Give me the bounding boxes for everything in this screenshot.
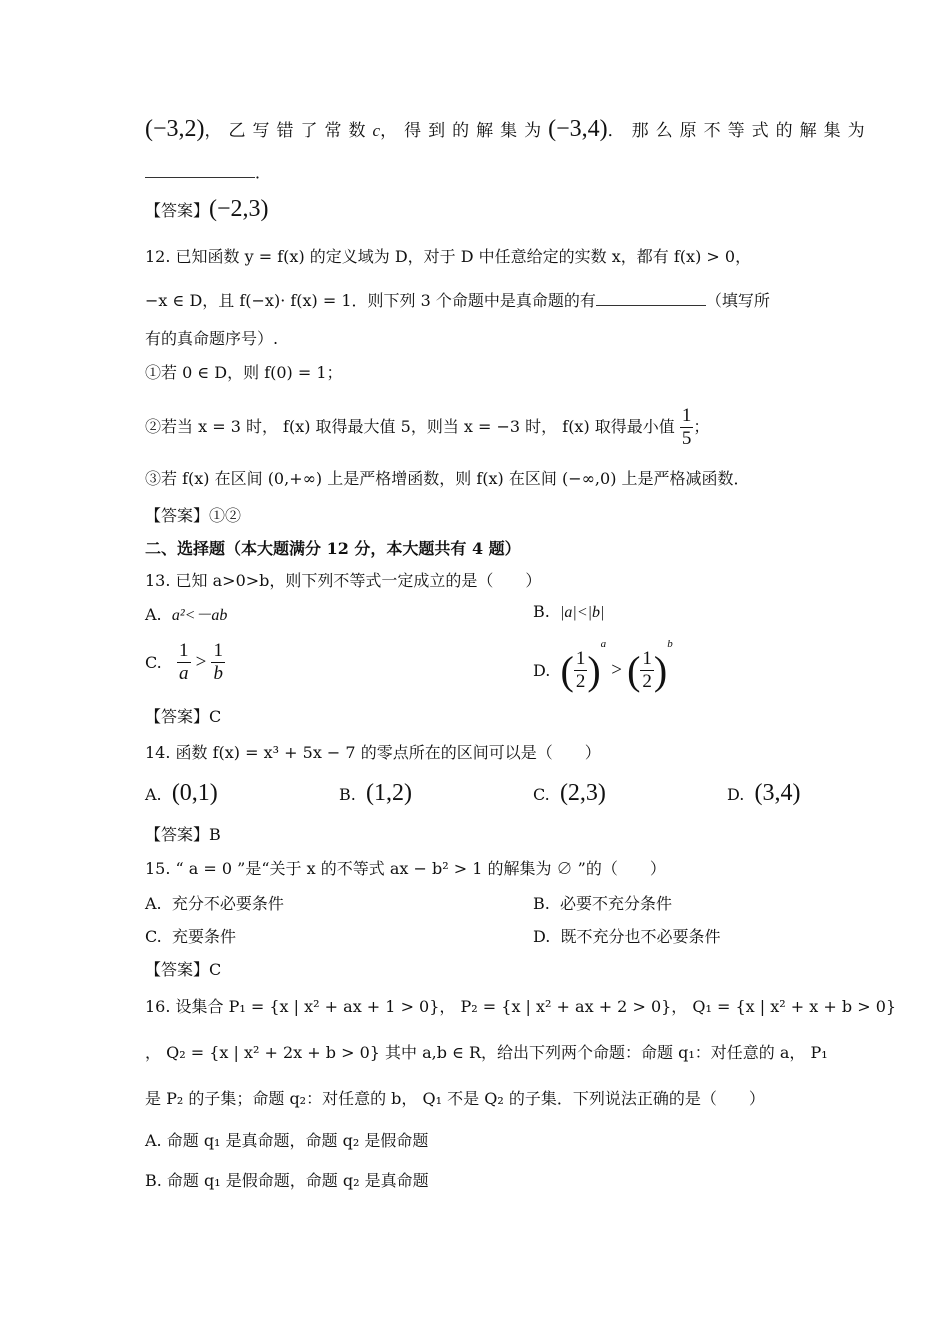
q12-text-2: −x ∈ D，且 f(−x)· f(x) = 1．则下列 3 个命题中是真命题的有 <box>145 291 596 310</box>
option-label: C. <box>533 785 550 804</box>
option-label: B. <box>339 785 356 804</box>
q13-option-c <box>145 640 225 685</box>
q12-line3: 有的真命题序号）. <box>145 329 279 348</box>
q14-option-d <box>727 780 801 807</box>
option-label: B. <box>533 894 550 913</box>
section-2-title: 二、选择题（本大题满分 12 分，本大题共有 4 题） <box>145 539 521 558</box>
q15-option-c <box>145 924 236 947</box>
fraction-1-over-b <box>211 640 225 685</box>
answer-blank <box>145 163 255 178</box>
q12-line1 <box>145 244 805 267</box>
option-text: 既不充分也不必要条件 <box>560 927 721 946</box>
answer-value: C <box>209 960 222 979</box>
q12-item2 <box>145 405 805 450</box>
option-label: A. <box>145 894 162 913</box>
fraction-numerator: 1 <box>179 640 189 661</box>
q15-option-d <box>533 924 721 947</box>
answer-label: 【答案】 <box>145 506 210 525</box>
q11-set2: (−3,4) <box>548 116 608 142</box>
answer-value: C <box>209 707 222 726</box>
left-paren: ( <box>627 648 641 693</box>
option-label: C. <box>145 653 162 672</box>
option-label: A. <box>145 605 162 624</box>
fraction-1-over-a <box>177 640 191 685</box>
option-label: D. <box>533 661 551 680</box>
fraction-numerator: 1 <box>642 648 652 669</box>
option-text: |a|<|b| <box>560 604 605 621</box>
q12-text-1: 已知函数 y = f(x) 的定义域为 D，对于 D 中任意给定的实数 x，都有 f(x) > 0， <box>175 247 752 266</box>
option-label: A. <box>145 785 162 804</box>
q11-text3: ．那么原不等式的解集为 <box>607 121 872 141</box>
option-text: (3,4) <box>754 780 801 806</box>
option-text: 充分不必要条件 <box>171 894 284 913</box>
q14-answer <box>145 822 805 845</box>
q12-line2 <box>145 288 805 311</box>
q16-line1: 16. 设集合 P₁ = {x | x² + ax + 1 > 0}， P₂ = {x | x² + ax + 2 > 0}， Q₁ = {x | x² + x + b > 0} <box>145 997 897 1016</box>
option-label: D. <box>533 927 551 946</box>
fraction-denominator: 2 <box>642 671 652 692</box>
q16-line2: ， Q₂ = {x | x² + 2x + b > 0} 其中 a,b ∈ R，给出下列两个命题：命题 q₁：对任意的 a， P₁ <box>145 1043 828 1062</box>
q12-answer <box>145 503 805 526</box>
answer-value: B <box>209 825 221 844</box>
option-label: B. <box>533 602 550 621</box>
q14-option-a <box>145 780 218 807</box>
q11-set1: (−3,2) <box>145 116 205 142</box>
q11-text2: ，得到的解集为 <box>380 121 549 141</box>
q12-item2-end: ； <box>693 417 710 436</box>
right-paren: ) <box>587 648 601 693</box>
option-text: 充要条件 <box>171 927 236 946</box>
q13-stem: 13. 已知 a>0>b，则下列不等式一定成立的是（ ） <box>145 571 542 590</box>
fraction-numerator: 1 <box>213 640 223 661</box>
option-text: (0,1) <box>171 780 218 806</box>
q14-stem: 14. 函数 f(x) = x³ + 5x − 7 的零点所在的区间可以是（ ） <box>145 743 601 762</box>
fraction-denominator: 2 <box>575 671 586 692</box>
q11-text1: ，乙写错了常数 <box>204 121 373 141</box>
q15-stem: 15. “ a = 0 ”是“关于 x 的不等式 ax − b² > 1 的解集为 ∅ ”的（ ） <box>145 859 666 878</box>
exponent: b <box>667 638 673 650</box>
fraction-numerator: 1 <box>681 405 692 426</box>
q15-option-a <box>145 891 284 914</box>
q15-answer <box>145 957 805 980</box>
q16-line3: 是 P₂ 的子集；命题 q₂：对任意的 b， Q₁ 不是 Q₂ 的子集．下列说法正确的是（ ） <box>145 1089 765 1108</box>
option-text: (1,2) <box>366 780 412 806</box>
answer-label: 【答案】 <box>145 707 210 726</box>
q11-c: c <box>372 121 381 140</box>
exponent: a <box>600 638 607 650</box>
q11-end: ． <box>255 163 272 182</box>
fraction-half <box>640 648 654 693</box>
q13-option-a <box>145 602 227 625</box>
left-paren: ( <box>560 648 574 693</box>
q16-option-a: A. 命题 q₁ 是真命题，命题 q₂ 是假命题 <box>145 1131 429 1150</box>
q11-tail-line <box>145 116 872 143</box>
q13-option-b <box>533 602 604 622</box>
greater-than: > <box>195 651 207 673</box>
q11-blank-line <box>145 160 805 183</box>
fraction-denominator: b <box>213 663 223 684</box>
q13-option-d <box>533 638 673 694</box>
fraction-denominator: 5 <box>681 428 692 449</box>
q12-text-2b: （填写所 <box>705 291 770 310</box>
q12-fraction <box>680 405 694 450</box>
answer-label: 【答案】 <box>145 825 210 844</box>
q12-item3: ③若 f(x) 在区间 (0,+∞) 上是严格增函数，则 f(x) 在区间 (−∞,0) 上是严格减函数． <box>145 469 750 488</box>
q15-option-b <box>533 891 672 914</box>
q13-answer <box>145 704 805 727</box>
greater-than: > <box>611 659 622 681</box>
q12-item2-text: ②若当 x = 3 时， f(x) 取得最大值 5，则当 x = −3 时， f(x) 取得最小值 <box>145 417 675 436</box>
q12-item1: ①若 0 ∈ D，则 f(0) = 1； <box>145 363 343 382</box>
answer-value: (−2,3) <box>209 196 269 222</box>
q11-answer <box>145 196 805 223</box>
fraction-half <box>574 648 588 693</box>
option-text: 必要不充分条件 <box>560 894 673 913</box>
option-text: a²<－ab <box>171 607 228 624</box>
answer-label: 【答案】 <box>145 960 210 979</box>
answer-blank <box>596 291 706 306</box>
q14-option-b <box>339 780 412 807</box>
q14-option-c <box>533 780 606 807</box>
option-text: (2,3) <box>559 780 606 806</box>
fraction-numerator: 1 <box>575 648 586 669</box>
option-label: D. <box>727 785 745 804</box>
fraction-denominator: a <box>179 663 189 684</box>
q16-option-b: B. 命题 q₁ 是假命题，命题 q₂ 是真命题 <box>145 1171 429 1190</box>
option-label: C. <box>145 927 162 946</box>
answer-label: 【答案】 <box>145 201 210 220</box>
right-paren: ) <box>653 648 668 693</box>
q12-number: 12. <box>145 247 171 266</box>
answer-value: ①② <box>209 506 242 525</box>
